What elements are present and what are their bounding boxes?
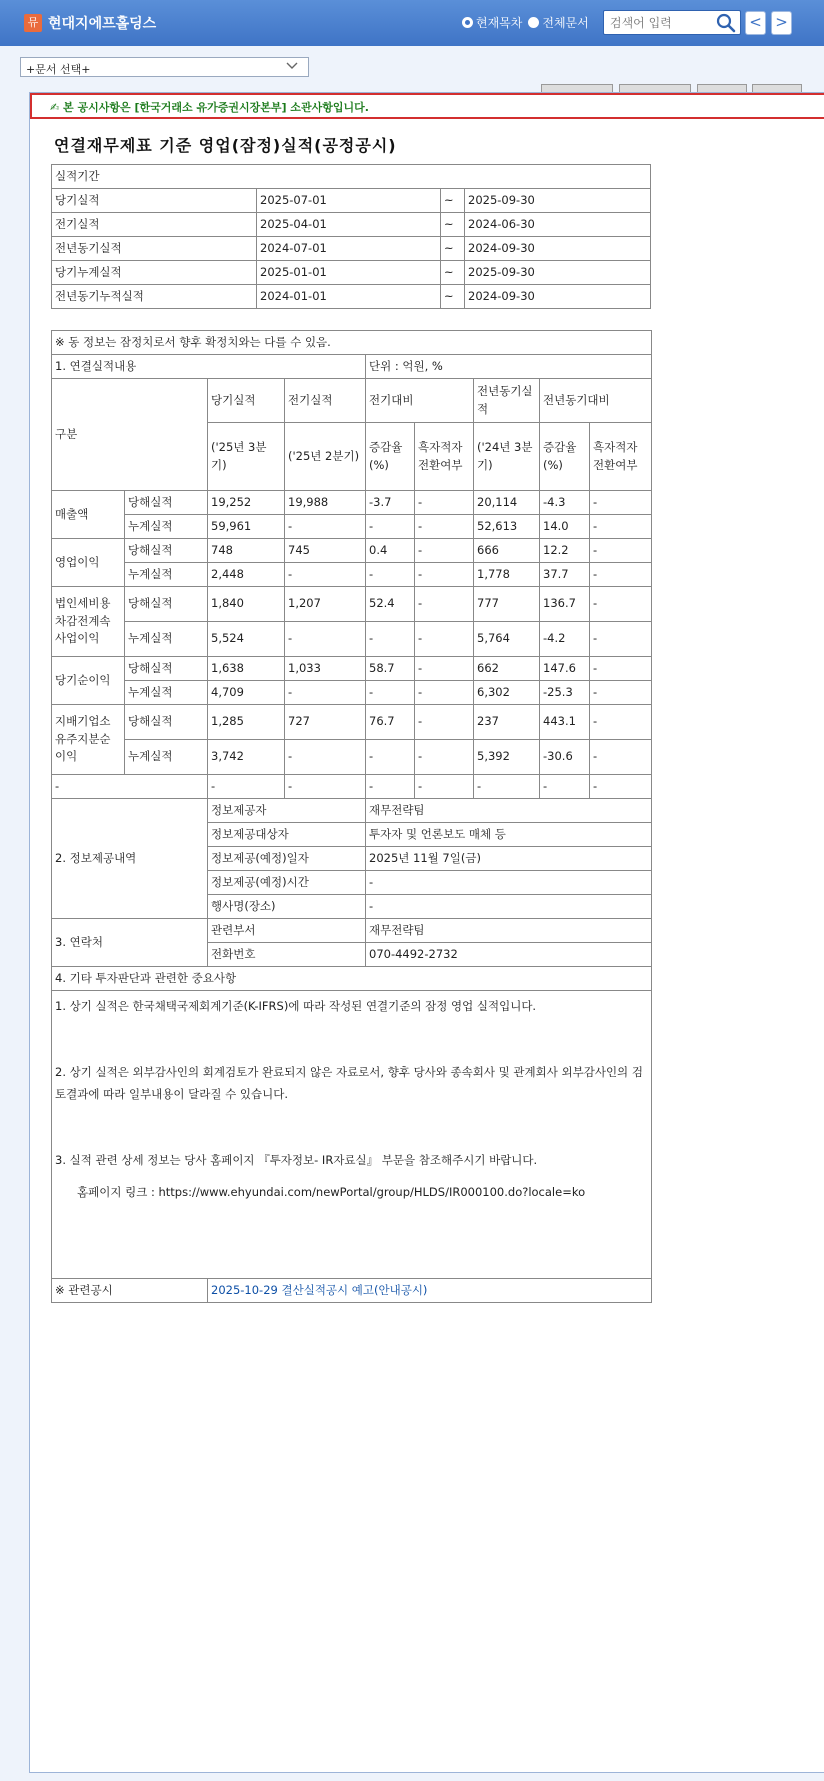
cell: 727: [285, 705, 366, 740]
cell: 5,524: [208, 622, 285, 657]
header-pct: 증감율(%): [366, 423, 415, 491]
cell: -: [415, 491, 474, 515]
cell: 59,961: [208, 515, 285, 539]
cell: 136.7: [540, 587, 590, 622]
table-row: [52, 587, 652, 622]
cell: 662: [474, 657, 540, 681]
item-name: 법인세비용차감전계속사업이익: [52, 587, 125, 657]
row-label: 누계실적: [125, 740, 208, 775]
info-value: -: [366, 871, 652, 895]
document-select-value: +문서 선택+: [26, 63, 91, 76]
header-yoy: 전년동기실적: [474, 379, 540, 423]
company-name: 현대지에프홀딩스: [48, 16, 157, 32]
cell: -: [540, 775, 590, 799]
cell: -4.3: [540, 491, 590, 515]
important-notes: [52, 991, 652, 1279]
cell: 1,840: [208, 587, 285, 622]
info-value: 2025년 11월 7일(금): [366, 847, 652, 871]
next-result-button[interactable]: >: [771, 11, 792, 35]
cell: -: [415, 515, 474, 539]
chevron-down-icon: [286, 61, 298, 71]
row-label: 누계실적: [125, 515, 208, 539]
radio-unselected-icon: [528, 17, 539, 28]
document-title: 연결재무제표 기준 영업(잠정)실적(공정공시): [54, 136, 397, 155]
contact-label: 전화번호: [208, 943, 366, 967]
period-header: 실적기간: [52, 165, 651, 189]
cell: 1,285: [208, 705, 285, 740]
cell: 2,448: [208, 563, 285, 587]
period-from: 2025-07-01: [257, 189, 441, 213]
header-yoy-sub: ('24년 3분기): [474, 423, 540, 491]
row-label: 당해실적: [125, 539, 208, 563]
document-select[interactable]: [20, 57, 309, 77]
row-label: 누계실적: [125, 563, 208, 587]
cell: 1,638: [208, 657, 285, 681]
period-tilde: ~: [441, 261, 465, 285]
period-tilde: ~: [441, 237, 465, 261]
search-box: [603, 10, 741, 35]
row-label: 당해실적: [125, 587, 208, 622]
info-label: 행사명(장소): [208, 895, 366, 919]
cell: -25.3: [540, 681, 590, 705]
cell: 443.1: [540, 705, 590, 740]
cell: 52.4: [366, 587, 415, 622]
cell: -: [590, 622, 652, 657]
row-label: 당해실적: [125, 705, 208, 740]
cell: 19,252: [208, 491, 285, 515]
cell: 1,207: [285, 587, 366, 622]
cell: -: [415, 775, 474, 799]
header-turn2: 흑자적자전환여부: [590, 423, 652, 491]
cell: -: [415, 740, 474, 775]
row-label: 누계실적: [125, 681, 208, 705]
header-prev: 전기실적: [285, 379, 366, 423]
cell: -: [285, 515, 366, 539]
cell: -4.2: [540, 622, 590, 657]
cell: -: [285, 740, 366, 775]
cell: -: [415, 587, 474, 622]
item-name: 매출액: [52, 491, 125, 539]
cell: -: [366, 515, 415, 539]
jurisdiction-notice: ✍ 본 공시사항은 [한국거래소 유가증권시장본부] 소관사항입니다.: [30, 93, 824, 119]
period-to: 2024-06-30: [465, 213, 651, 237]
note-1: 1. 상기 실적은 한국채택국제회계기준(K-IFRS)에 따라 작성된 연결기준의 잠정 영업 실적입니다.: [55, 999, 537, 1013]
cell: 0.4: [366, 539, 415, 563]
cell: 147.6: [540, 657, 590, 681]
cell: 19,988: [285, 491, 366, 515]
table-row: [52, 213, 651, 237]
cell: -: [415, 705, 474, 740]
cell: -: [285, 563, 366, 587]
radio-current-label: 현재목차: [476, 16, 523, 30]
period-from: 2024-07-01: [257, 237, 441, 261]
cell: -: [590, 491, 652, 515]
cell: -: [208, 775, 285, 799]
cell: -: [590, 563, 652, 587]
cell: -: [285, 775, 366, 799]
period-from: 2025-04-01: [257, 213, 441, 237]
cell: 52,613: [474, 515, 540, 539]
cell: 58.7: [366, 657, 415, 681]
cell: -: [415, 539, 474, 563]
top-bar: [0, 0, 824, 46]
table-row: [52, 261, 651, 285]
radio-all-label: 전체문서: [542, 16, 589, 30]
cell: 12.2: [540, 539, 590, 563]
table-row: [52, 491, 652, 515]
cell: 5,764: [474, 622, 540, 657]
cell: -: [366, 681, 415, 705]
cell: -: [590, 587, 652, 622]
cell: 1,033: [285, 657, 366, 681]
cell: 14.0: [540, 515, 590, 539]
period-label: 전년동기누적실적: [52, 285, 257, 309]
cell: 76.7: [366, 705, 415, 740]
cell: 745: [285, 539, 366, 563]
cell: -: [366, 775, 415, 799]
header-current-sub: ('25년 3분기): [208, 423, 285, 491]
period-tilde: ~: [441, 189, 465, 213]
table-row: [52, 539, 652, 563]
period-tilde: ~: [441, 213, 465, 237]
period-tilde: ~: [441, 285, 465, 309]
period-to: 2025-09-30: [465, 261, 651, 285]
info-label: 정보제공(예정)일자: [208, 847, 366, 871]
header-vs-prev: 전기대비: [366, 379, 474, 423]
header-prev-sub: ('25년 2분기): [285, 423, 366, 491]
row-label: 당해실적: [125, 657, 208, 681]
info-label: 정보제공대상자: [208, 823, 366, 847]
section-2-title: 2. 정보제공내역: [52, 799, 208, 919]
cell: -: [415, 563, 474, 587]
results-table: [51, 330, 652, 1303]
cell: 3,742: [208, 740, 285, 775]
contact-value: 재무전략팀: [366, 919, 652, 943]
section-3-title: 3. 연락처: [52, 919, 208, 967]
cell: 666: [474, 539, 540, 563]
header-turn: 흑자적자전환여부: [415, 423, 474, 491]
table-row: [52, 237, 651, 261]
table-row: [52, 705, 652, 740]
cell: -3.7: [366, 491, 415, 515]
cell: -: [590, 740, 652, 775]
cell: 777: [474, 587, 540, 622]
period-from: 2024-01-01: [257, 285, 441, 309]
cell: 37.7: [540, 563, 590, 587]
cell: -30.6: [540, 740, 590, 775]
contact-label: 관련부서: [208, 919, 366, 943]
search-input[interactable]: [604, 11, 714, 34]
cell: -: [590, 539, 652, 563]
cell: -: [590, 705, 652, 740]
related-disclosure-label: ※ 관련공시: [52, 1279, 208, 1303]
radio-whole-document[interactable]: [528, 14, 588, 31]
cell: 237: [474, 705, 540, 740]
period-from: 2025-01-01: [257, 261, 441, 285]
cell: -: [415, 681, 474, 705]
related-disclosure-link[interactable]: 2025-10-29 결산실적공시 예고(안내공시): [211, 1282, 428, 1297]
period-to: 2024-09-30: [465, 237, 651, 261]
cell: 6,302: [474, 681, 540, 705]
cell: 4,709: [208, 681, 285, 705]
period-table: [51, 164, 651, 309]
period-label: 전년동기실적: [52, 237, 257, 261]
header-vs-yoy: 전년동기대비: [540, 379, 652, 423]
cell: -: [415, 622, 474, 657]
info-value: 재무전략팀: [366, 799, 652, 823]
cell: -: [474, 775, 540, 799]
table-row: [52, 189, 651, 213]
header-current: 당기실적: [208, 379, 285, 423]
table-row: [52, 515, 652, 539]
cell: -: [285, 622, 366, 657]
radio-selected-icon: [462, 17, 473, 28]
cell: -: [366, 740, 415, 775]
cell: -: [415, 657, 474, 681]
row-label: 당해실적: [125, 491, 208, 515]
table-row: [52, 622, 652, 657]
company-logo-icon: 뮤: [24, 14, 42, 32]
table-row: [52, 657, 652, 681]
note-2: 2. 상기 실적은 외부감사인의 회계검토가 완료되지 않은 자료로서, 향후 당사와 종속회사 및 관계회사 외부감사인의 검토결과에 따라 일부내용이 달라질 수 있습니다.: [55, 1065, 643, 1101]
cell: 1,778: [474, 563, 540, 587]
item-name: 당기순이익: [52, 657, 125, 705]
period-to: 2024-09-30: [465, 285, 651, 309]
table-row: [52, 740, 652, 775]
note-3: 3. 실적 관련 상세 정보는 당사 홈페이지 『투자정보- IR자료실』 부문을 참조해주시기 바랍니다.: [55, 1153, 538, 1167]
info-value: 투자자 및 언론보도 매체 등: [366, 823, 652, 847]
info-label: 정보제공자: [208, 799, 366, 823]
period-label: 당기누계실적: [52, 261, 257, 285]
cell: -: [590, 681, 652, 705]
cell: -: [285, 681, 366, 705]
contact-value: 070-4492-2732: [366, 943, 652, 967]
row-label: 누계실적: [125, 622, 208, 657]
cell: -: [52, 775, 208, 799]
period-to: 2025-09-30: [465, 189, 651, 213]
info-label: 정보제공(예정)시간: [208, 871, 366, 895]
header-gubun: 구분: [52, 379, 208, 491]
disclosure-document: [29, 92, 824, 1773]
table-row: [52, 681, 652, 705]
period-label: 전기실적: [52, 213, 257, 237]
cell: 5,392: [474, 740, 540, 775]
period-label: 당기실적: [52, 189, 257, 213]
section-1-title: 1. 연결실적내용: [52, 355, 366, 379]
cell: -: [366, 563, 415, 587]
homepage-link-note: 홈페이지 링크 : https://www.ehyundai.com/newPortal/group/HLDS/IR000100.do?locale=ko: [77, 1185, 586, 1199]
table-row: [52, 775, 652, 799]
table-row: [52, 563, 652, 587]
unit-label: 단위 : 억원, %: [366, 355, 652, 379]
cell: 748: [208, 539, 285, 563]
cell: -: [590, 657, 652, 681]
table-row: [52, 285, 651, 309]
item-name: 영업이익: [52, 539, 125, 587]
search-icon[interactable]: [716, 13, 736, 33]
caution-note: ※ 동 정보는 잠정치로서 향후 확정치와는 다를 수 있음.: [52, 331, 652, 355]
cell: -: [590, 775, 652, 799]
section-4-title: 4. 기타 투자판단과 관련한 중요사항: [52, 967, 652, 991]
cell: -: [590, 515, 652, 539]
cell: -: [366, 622, 415, 657]
cell: 20,114: [474, 491, 540, 515]
header-pct2: 증감율(%): [540, 423, 590, 491]
search-scope: [462, 14, 589, 31]
prev-result-button[interactable]: <: [745, 11, 766, 35]
info-value: -: [366, 895, 652, 919]
radio-current-section[interactable]: [462, 14, 522, 31]
item-name: 지배기업소유주지분순이익: [52, 705, 125, 775]
